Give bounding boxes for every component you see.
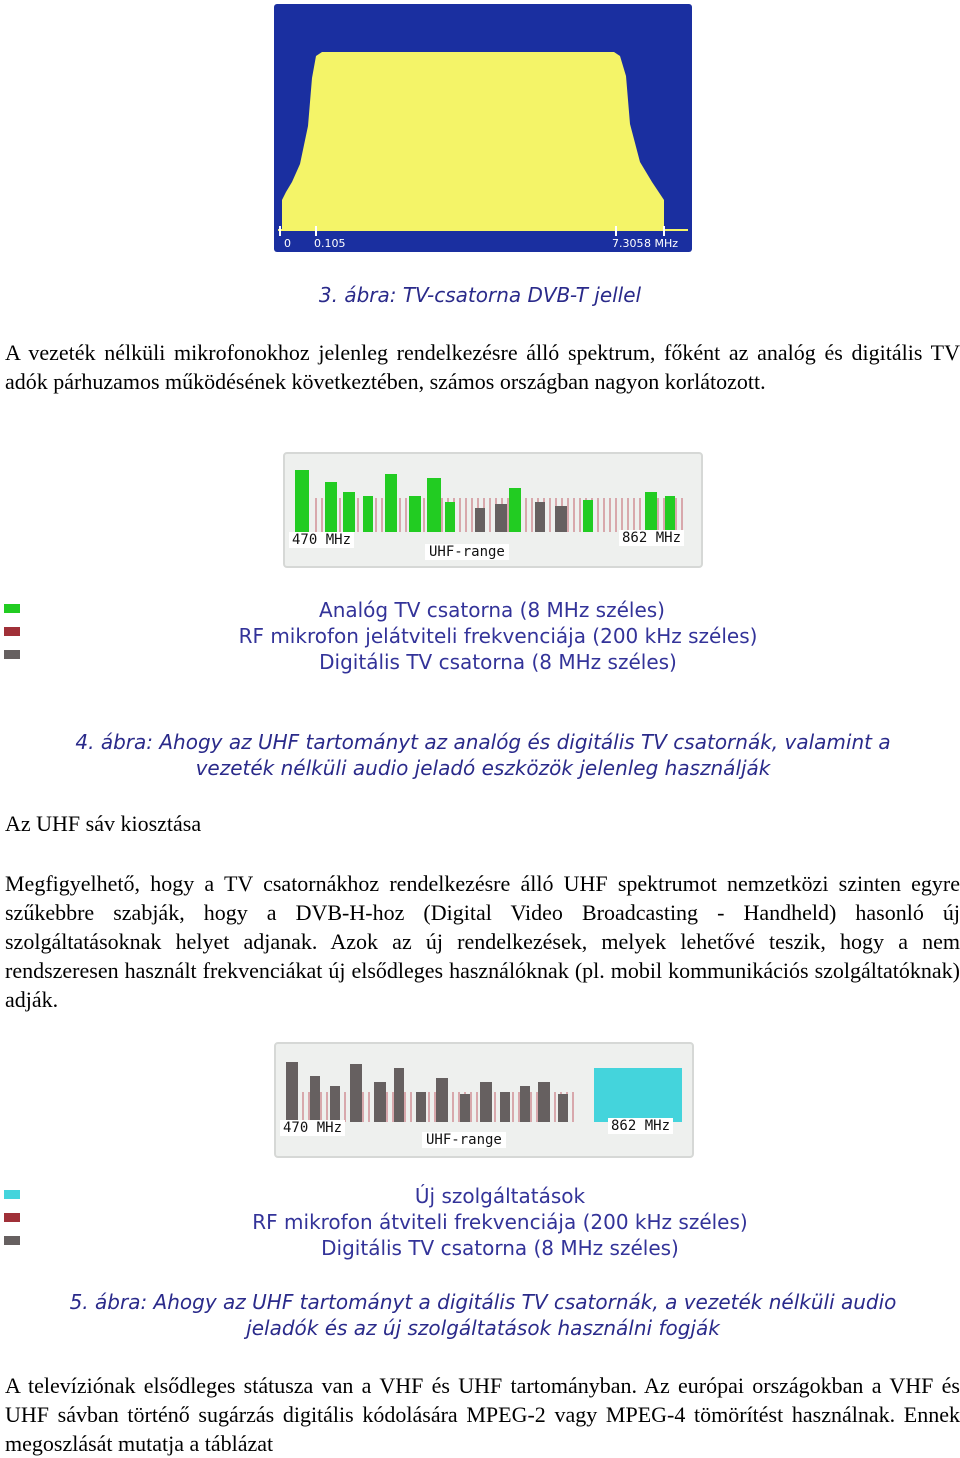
right-freq-label: 862 MHz bbox=[619, 530, 684, 546]
right-freq-label: 862 MHz bbox=[608, 1118, 673, 1134]
rf-mic-bar bbox=[512, 1092, 514, 1122]
rf-mic-bar bbox=[302, 1092, 304, 1122]
rf-mic-bar bbox=[621, 498, 623, 532]
digital-tv-bar bbox=[538, 1082, 550, 1122]
rf-mic-bar bbox=[404, 1092, 406, 1122]
figure4-caption-line1: 4. ábra: Ahogy az UHF tartományt az analóg és digitális TV csatornák, valamint a bbox=[75, 730, 891, 754]
uhf-range-label: UHF-range bbox=[425, 544, 509, 560]
digital-tv-bar bbox=[416, 1092, 426, 1122]
rf-mic-bar bbox=[339, 498, 341, 532]
left-freq-label: 470 MHz bbox=[289, 532, 354, 548]
rf-mic-bar bbox=[470, 1092, 472, 1122]
rf-mic-bar bbox=[663, 498, 665, 532]
axis-label-0: 0 bbox=[284, 237, 291, 250]
rf-mic-bar bbox=[434, 1092, 436, 1122]
rf-mic-bar bbox=[609, 498, 611, 532]
rf-mic-bar bbox=[531, 498, 533, 532]
digital-tv-bar bbox=[436, 1078, 448, 1122]
uhf-future-figure bbox=[274, 1042, 694, 1158]
dvbt-spectrum-plot bbox=[274, 4, 692, 252]
analog-tv-bar bbox=[325, 482, 337, 532]
digital-tv-bar bbox=[558, 1094, 568, 1122]
analog-tv-bar bbox=[583, 500, 593, 532]
analog-tv-bar bbox=[509, 488, 521, 532]
digital-tv-bar bbox=[460, 1094, 470, 1122]
uhf-usage-figure bbox=[283, 452, 703, 568]
paragraph-1: A vezeték nélküli mikrofonokhoz jelenleg rendelkezésre álló spektrum, főként az analóg és digitális TV adók párhuzamos működésének következtében, számos országban nagyon korlátozott. bbox=[5, 340, 960, 394]
axis-label-8mhz: 8 MHz bbox=[644, 237, 679, 250]
legend-analog-tv: Analóg TV csatorna (8 MHz széles) bbox=[319, 598, 665, 622]
rf-mic-bar bbox=[627, 498, 629, 532]
figure5-caption-line1: 5. ábra: Ahogy az UHF tartományt a digitális TV csatornák, a vezeték nélküli audio bbox=[69, 1290, 897, 1314]
rf-mic-bar bbox=[615, 498, 617, 532]
uhf-range-label: UHF-range bbox=[422, 1132, 506, 1148]
digital-tv-bar bbox=[520, 1086, 530, 1122]
legend-digital-tv: Digitális TV csatorna (8 MHz széles) bbox=[321, 1236, 679, 1260]
rf-mic-bar bbox=[554, 1092, 556, 1122]
rf-mic-bar bbox=[525, 498, 527, 532]
analog-tv-bar bbox=[645, 492, 657, 532]
rf-mic-bar bbox=[381, 498, 383, 532]
rf-mic-bar bbox=[308, 1092, 310, 1122]
rf-mic-bar bbox=[476, 1092, 478, 1122]
digital-tv-bar bbox=[500, 1092, 510, 1122]
analog-tv-bar bbox=[295, 470, 309, 532]
figure3-caption: 3. ábra: TV-csatorna DVB-T jellel bbox=[318, 283, 642, 307]
axis-label-0105: 0.105 bbox=[314, 237, 346, 250]
rf-mic-bar bbox=[465, 498, 467, 532]
rf-mic-bar bbox=[405, 498, 407, 532]
rf-mic-bar bbox=[399, 498, 401, 532]
rf-mic-bar bbox=[633, 498, 635, 532]
rf-mic-bar bbox=[368, 1092, 370, 1122]
rf-mic-bar bbox=[507, 498, 509, 532]
new-services-block bbox=[594, 1068, 682, 1122]
legend-digital-tv: Digitális TV csatorna (8 MHz széles) bbox=[319, 650, 677, 674]
rf-mic-bar bbox=[489, 498, 491, 532]
rf-mic-bar bbox=[494, 1092, 496, 1122]
rf-mic-bar bbox=[530, 1092, 532, 1122]
rf-mic-bar bbox=[410, 1092, 412, 1122]
rf-mic-bar bbox=[579, 498, 581, 532]
rf-mic-bar bbox=[681, 498, 683, 532]
figure5-caption-line2: jeladók és az új szolgáltatások használni fogják bbox=[246, 1316, 720, 1340]
digital-tv-bar bbox=[480, 1082, 492, 1122]
analog-tv-bar bbox=[427, 478, 441, 532]
digital-tv-bar bbox=[350, 1064, 362, 1122]
rf-mic-bar bbox=[428, 1092, 430, 1122]
rf-mic-bar bbox=[392, 1092, 394, 1122]
legend-new-services: Új szolgáltatások bbox=[414, 1184, 586, 1208]
digital-tv-bar bbox=[394, 1068, 404, 1122]
rf-mic-bar bbox=[320, 1092, 322, 1122]
rf-mic-bar bbox=[597, 498, 599, 532]
dvbt-spectrum-figure bbox=[274, 4, 692, 252]
rf-mic-bar bbox=[357, 498, 359, 532]
analog-tv-bar bbox=[343, 492, 355, 532]
digital-tv-bar bbox=[555, 506, 567, 532]
rf-mic-bar bbox=[459, 498, 461, 532]
rf-mic-bar bbox=[315, 498, 317, 532]
analog-tv-bar bbox=[445, 502, 455, 532]
legend-rf-mic: RF mikrofon jelátviteli frekvenciája (200 kHz széles) bbox=[238, 624, 758, 648]
digital-tv-bar bbox=[495, 504, 507, 532]
rf-mic-bar bbox=[321, 498, 323, 532]
rf-mic-bar bbox=[441, 498, 443, 532]
figure4-caption-line2: vezeték nélküli audio jeladó eszközök jelenleg használják bbox=[195, 756, 771, 780]
rf-mic-bar bbox=[639, 498, 641, 532]
paragraph-2: Megfigyelhető, hogy a TV csatornákhoz rendelkezésre álló UHF spektrumot nemzetközi szinten egyre szűkebbre szabják, hogy a DVB-H-hoz (Digital Video Broadcasting - Handheld) hasonló új szolgáltatásoknak helyet adjanak. Azok az új rendelkezések, melyek lehetővé teszik, hogy a nem rendszeresen használt frekvenciákat új elsődleges használóknak (pl. mobil kommunikációs szolgáltatóknak) adják. bbox=[5, 871, 960, 1012]
rf-mic-bar bbox=[518, 1092, 520, 1122]
paragraph-3: A televíziónak elsődleges státusza van a VHF és UHF tartományban. Az európai országokban a VHF és UHF sávban történő sugárzás digitális kódolására MPEG-2 vagy MPEG-4 tömörítést használnak. Ennek megoszlását mutatja a táblázat bbox=[5, 1373, 960, 1456]
rf-mic-bar bbox=[452, 1092, 454, 1122]
rf-mic-bar bbox=[362, 1092, 364, 1122]
rf-mic-bar bbox=[675, 498, 677, 532]
digital-tv-bar bbox=[310, 1076, 320, 1122]
analog-tv-bar bbox=[385, 474, 397, 532]
rf-mic-bar bbox=[657, 498, 659, 532]
digital-tv-bar bbox=[374, 1082, 386, 1122]
left-freq-label: 470 MHz bbox=[280, 1120, 345, 1136]
rf-mic-bar bbox=[375, 498, 377, 532]
rf-mic-bar bbox=[344, 1092, 346, 1122]
analog-tv-bar bbox=[665, 496, 675, 532]
rf-mic-bar bbox=[423, 498, 425, 532]
section-heading: Az UHF sáv kiosztása bbox=[5, 811, 202, 836]
legend-rf-mic: RF mikrofon átviteli frekvenciája (200 kHz széles) bbox=[252, 1210, 748, 1234]
digital-tv-bar bbox=[286, 1062, 298, 1122]
rf-mic-bar bbox=[536, 1092, 538, 1122]
digital-tv-bar bbox=[330, 1086, 340, 1122]
digital-tv-bar bbox=[535, 502, 545, 532]
rf-mic-bar bbox=[573, 498, 575, 532]
rf-mic-bar bbox=[603, 498, 605, 532]
rf-mic-bar bbox=[572, 1092, 574, 1122]
digital-tv-bar bbox=[475, 508, 485, 532]
dvbt-spectrum-fill bbox=[282, 52, 664, 230]
axis-label-7305: 7.305 bbox=[612, 237, 644, 250]
rf-mic-bar bbox=[549, 498, 551, 532]
analog-tv-bar bbox=[363, 496, 373, 532]
rf-mic-bar bbox=[386, 1092, 388, 1122]
rf-mic-bar bbox=[471, 498, 473, 532]
rf-mic-bar bbox=[458, 1092, 460, 1122]
rf-mic-bar bbox=[567, 498, 569, 532]
analog-tv-bar bbox=[409, 496, 421, 532]
rf-mic-bar bbox=[326, 1092, 328, 1122]
